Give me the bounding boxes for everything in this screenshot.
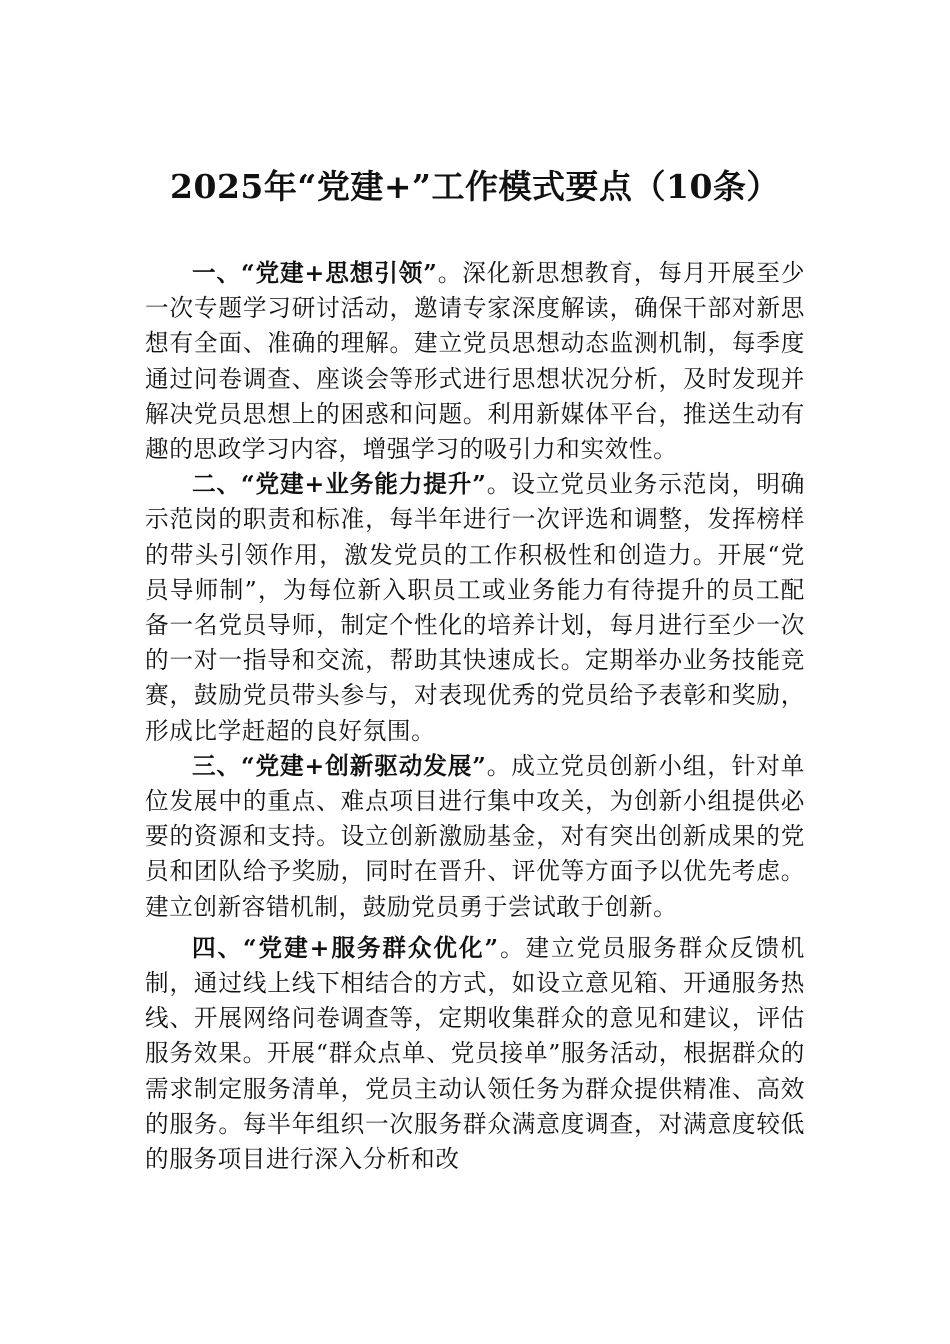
paragraph-text: 。深化新思想教育，每月开展至少一次专题学习研讨活动，邀请专家深度解读，确保干部对新思想有全面、准确的理解。建立党员思想动态监测机制，每季度通过问卷调查、座谈会等形式进行思想状况分析，及时发现并解决党员思想上的困惑和问题。利用新媒体平台，推送生动有趣的思政学习内容，增强学习的吸引力和实效性。 [145, 259, 806, 464]
paragraph-heading: 四、“党建+服务群众优化” [192, 933, 499, 962]
paragraph-1 [145, 256, 805, 467]
paragraph-text: 。成立党员创新小组，针对单位发展中的重点、难点项目进行集中攻关，为创新小组提供必要的资源和支持。设立创新激励基金，对有突出创新成果的党员和团队给予奖励，同时在晋升、评优等方面予以优先考虑。建立创新容错机制，鼓励党员勇于尝试敢于创新。 [145, 751, 805, 921]
document-body [145, 256, 805, 1177]
paragraph-heading: 二、“党建+业务能力提升” [192, 470, 487, 499]
paragraph-4 [145, 931, 805, 1177]
document-title: 2025年“党建+”工作模式要点（10条） [170, 167, 780, 206]
paragraph-2 [145, 467, 805, 749]
paragraph-heading: 一、“党建+思想引领” [192, 259, 438, 287]
paragraph-heading: 三、“党建+创新驱动发展” [192, 751, 487, 780]
paragraph-3 [145, 749, 805, 925]
paragraph-text: 。建立党员服务群众反馈机制，通过线上线下相结合的方式，如设立意见箱、开通服务热线、开展网络问卷调查等，定期收集群众的意见和建议，评估服务效果。开展“群众点单、党员接单”服务活动，根据群众的需求制定服务清单，党员主动认领任务为群众提供精准、高效的服务。每半年组织一次服务群众满意度调查，对满意度较低的服务项目进行深入分析和改 [145, 933, 805, 1174]
paragraph-text: 。设立党员业务示范岗，明确示范岗的职责和标准，每半年进行一次评选和调整，发挥榜样的带头引领作用，激发党员的工作积极性和创造力。开展“党员导师制”，为每位新入职员工或业务能力有待提升的员工配备一名党员导师，制定个性化的培养计划，每月进行至少一次的一对一指导和交流，帮助其快速成长。定期举办业务技能竞赛，鼓励党员带头参与，对表现优秀的党员给予表彰和奖励，形成比学赶超的良好氛围。 [145, 470, 805, 745]
